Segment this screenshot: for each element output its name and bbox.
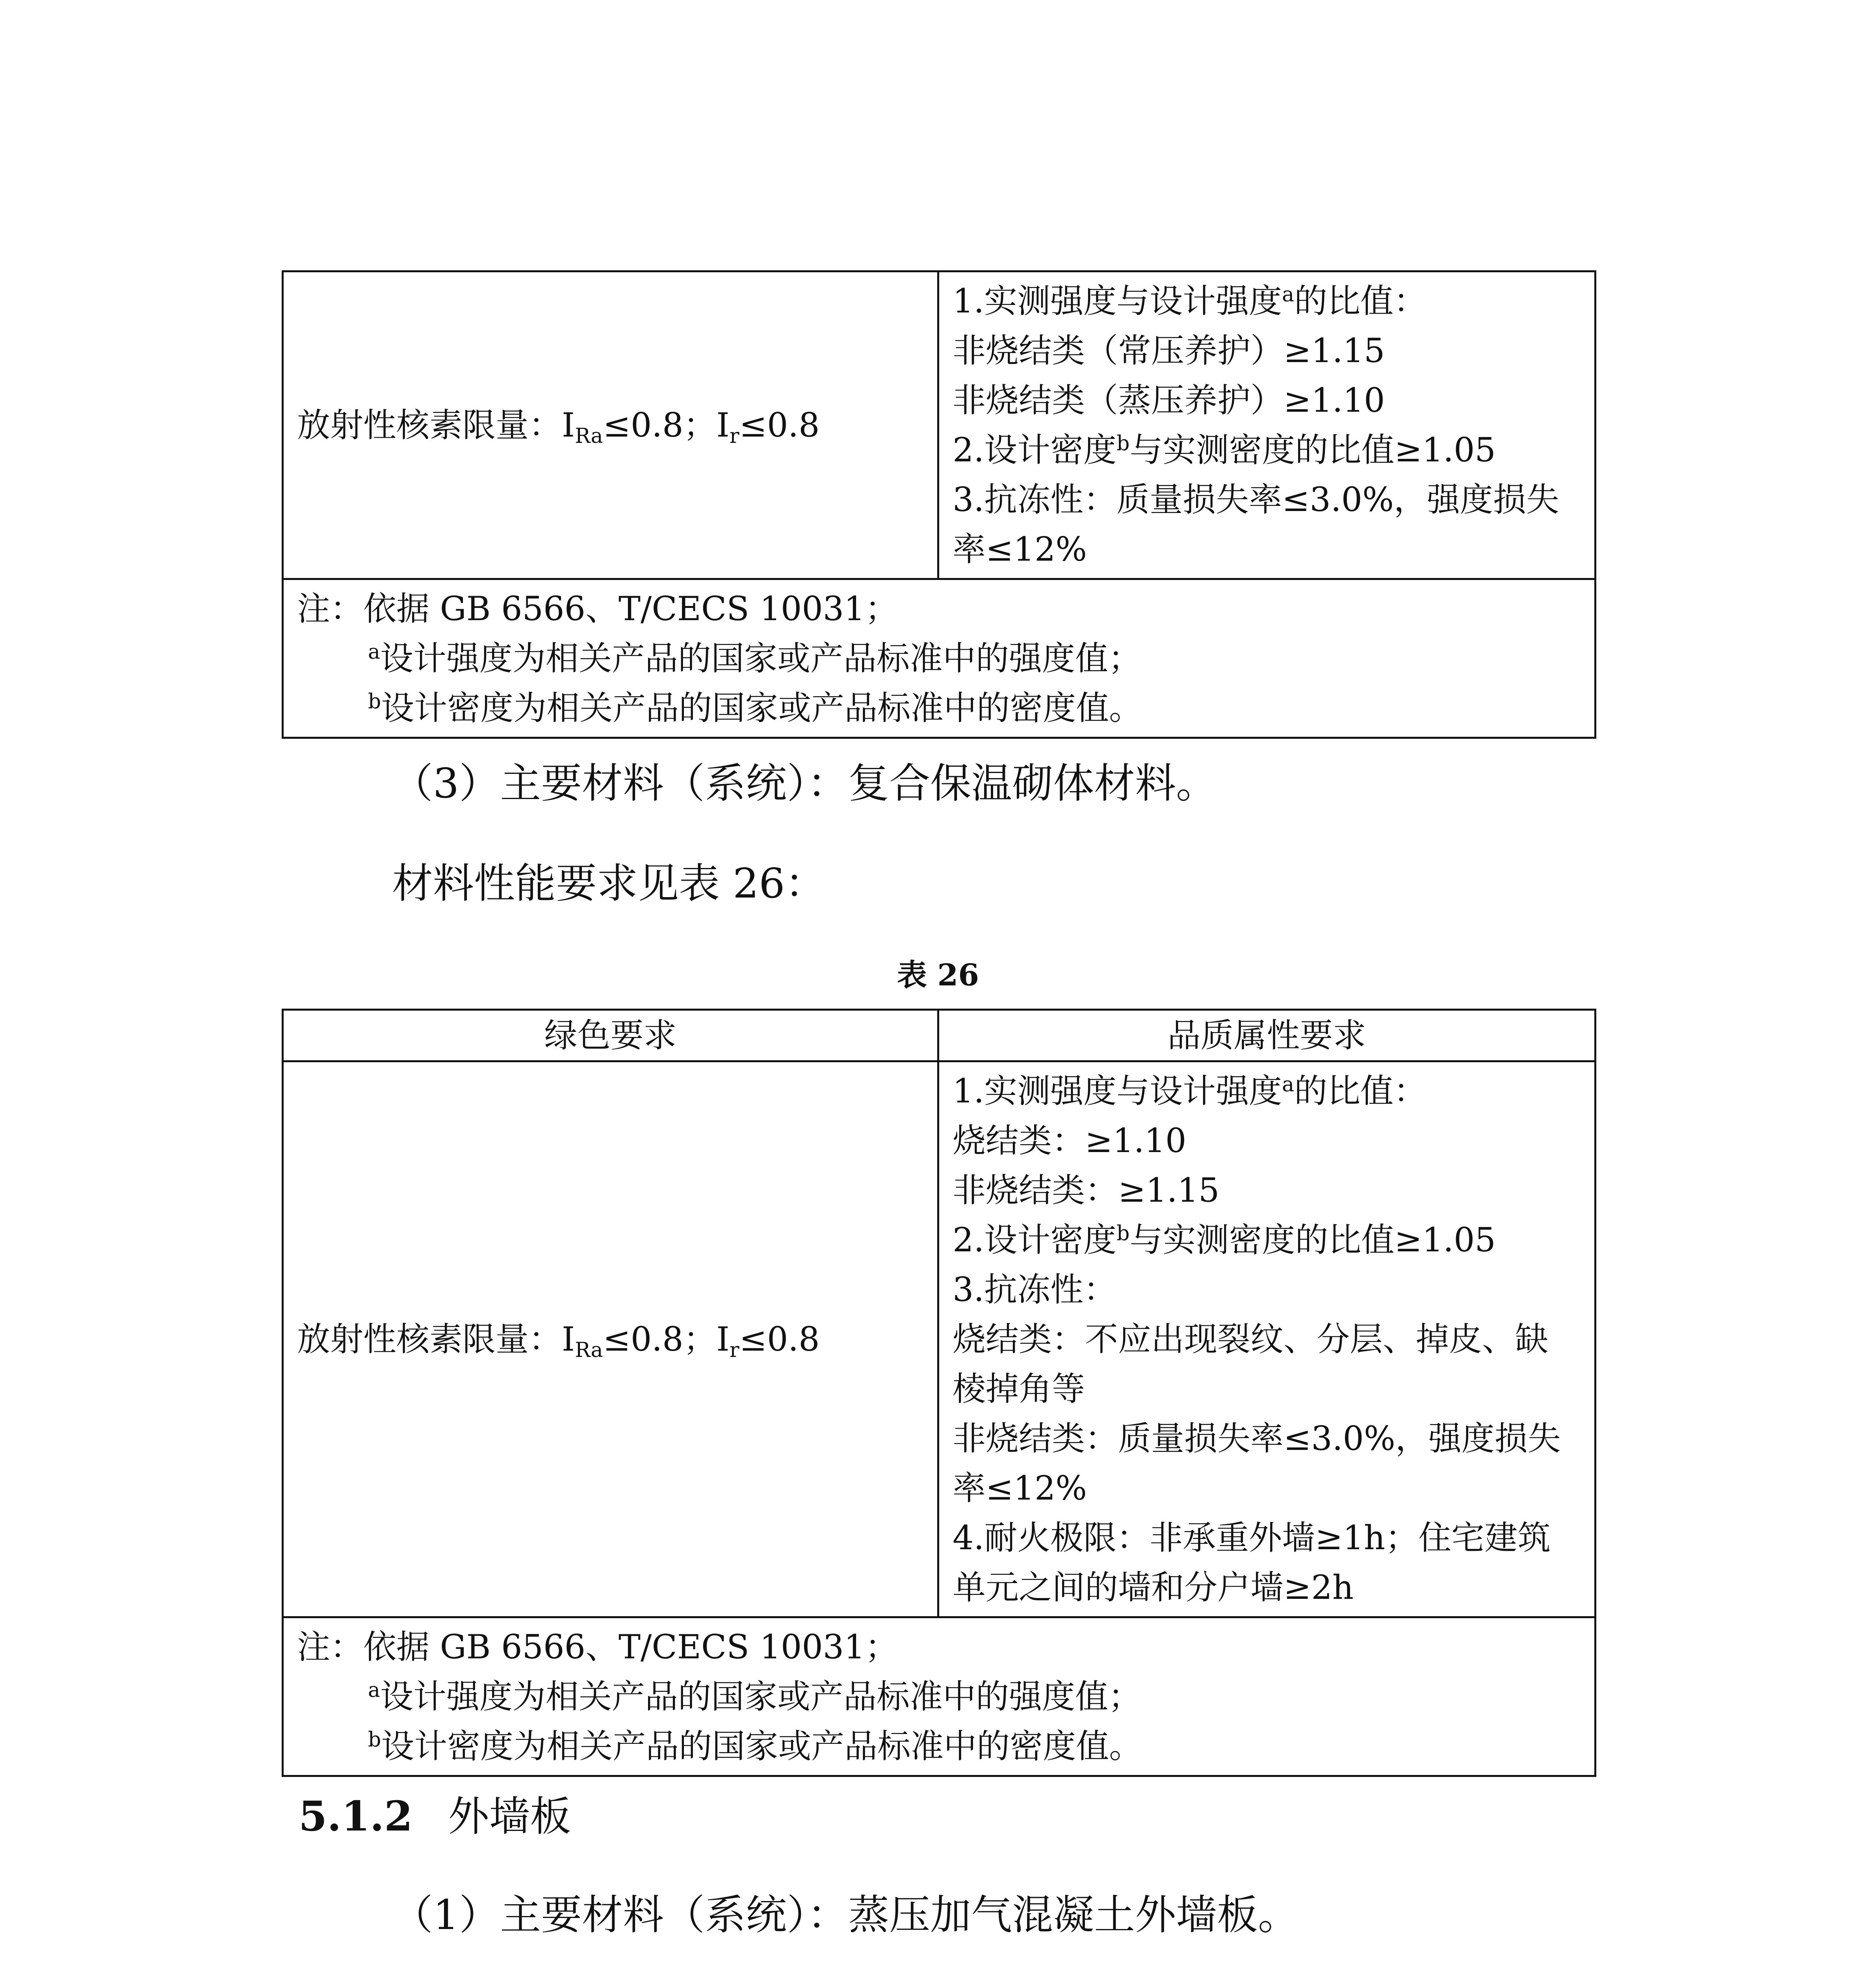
note-line: 注：依据 GB 6566、T/CECS 10031；	[297, 1628, 898, 1666]
section-number: 5.1.2	[299, 1792, 413, 1840]
header-quality: 品质属性要求	[938, 1010, 1596, 1061]
quality-line: 3.抗冻性：	[953, 1270, 1117, 1309]
quality-requirement-cell	[938, 1061, 1596, 1617]
subscript: Ra	[575, 1338, 603, 1362]
quality-line: 非烧结类（常压养护）≥1.15	[953, 331, 1385, 370]
quality-line: 非烧结类：≥1.15	[953, 1171, 1220, 1210]
green-requirement-cell	[283, 1061, 938, 1617]
green-text: ≤0.8；I	[603, 1320, 730, 1359]
green-text: ≤0.8	[739, 1320, 820, 1359]
table-25-continued	[282, 270, 1596, 739]
quality-line: 2.设计密度$^b$与实测密度的比值≥1.05	[953, 431, 1496, 469]
paragraph-see-table: 材料性能要求见表 26：	[392, 859, 826, 907]
header-green: 绿色要求	[283, 1010, 938, 1061]
table-caption: 表 26	[897, 957, 979, 992]
green-text: ≤0.8	[739, 406, 820, 444]
quality-line: 烧结类：≥1.10	[953, 1121, 1187, 1160]
green-requirement-cell	[283, 271, 938, 579]
note-line: $^b$设计密度为相关产品的国家或产品标准中的密度值。	[368, 689, 1142, 727]
table-note	[283, 579, 1596, 738]
green-text: 放射性核素限量：I	[297, 1320, 575, 1359]
subscript: r	[729, 424, 739, 448]
quality-line: 3.抗冻性：质量损失率≤3.0%，强度损失率≤12%	[953, 480, 1559, 569]
subscript: r	[729, 1338, 739, 1362]
note-line: 注：依据 GB 6566、T/CECS 10031；	[297, 589, 898, 628]
section-heading	[299, 1789, 571, 1844]
note-line: $^a$设计强度为相关产品的国家或产品标准中的强度值；	[368, 639, 1142, 678]
quality-line: 4.耐火极限：非承重外墙≥1h；住宅建筑单元之间的墙和分户墙≥2h	[953, 1518, 1551, 1607]
subscript: Ra	[575, 424, 603, 448]
paragraph-main-material: （1）主要材料（系统）：蒸压加气混凝土外墙板。	[392, 1891, 1299, 1939]
note-line: $^a$设计强度为相关产品的国家或产品标准中的强度值；	[368, 1677, 1142, 1716]
quality-line: 非烧结类：质量损失率≤3.0%，强度损失率≤12%	[953, 1419, 1561, 1507]
green-text: 放射性核素限量：I	[297, 406, 575, 444]
quality-line: 1.实测强度与设计强度$^a$的比值：	[953, 282, 1427, 320]
paragraph-main-material: （3）主要材料（系统）：复合保温砌体材料。	[392, 759, 1217, 807]
quality-line: 1.实测强度与设计强度$^a$的比值：	[953, 1072, 1427, 1110]
quality-line: 2.设计密度$^b$与实测密度的比值≥1.05	[953, 1221, 1496, 1259]
quality-requirement-cell	[938, 271, 1596, 579]
quality-line: 烧结类：不应出现裂纹、分层、掉皮、缺棱掉角等	[953, 1320, 1549, 1408]
section-title: 外墙板	[448, 1792, 571, 1840]
green-text: ≤0.8；I	[603, 406, 730, 444]
table-note	[283, 1617, 1596, 1776]
table-26	[282, 1009, 1596, 1777]
note-line: $^b$设计密度为相关产品的国家或产品标准中的密度值。	[368, 1727, 1142, 1766]
quality-line: 非烧结类（蒸压养护）≥1.10	[953, 381, 1385, 420]
